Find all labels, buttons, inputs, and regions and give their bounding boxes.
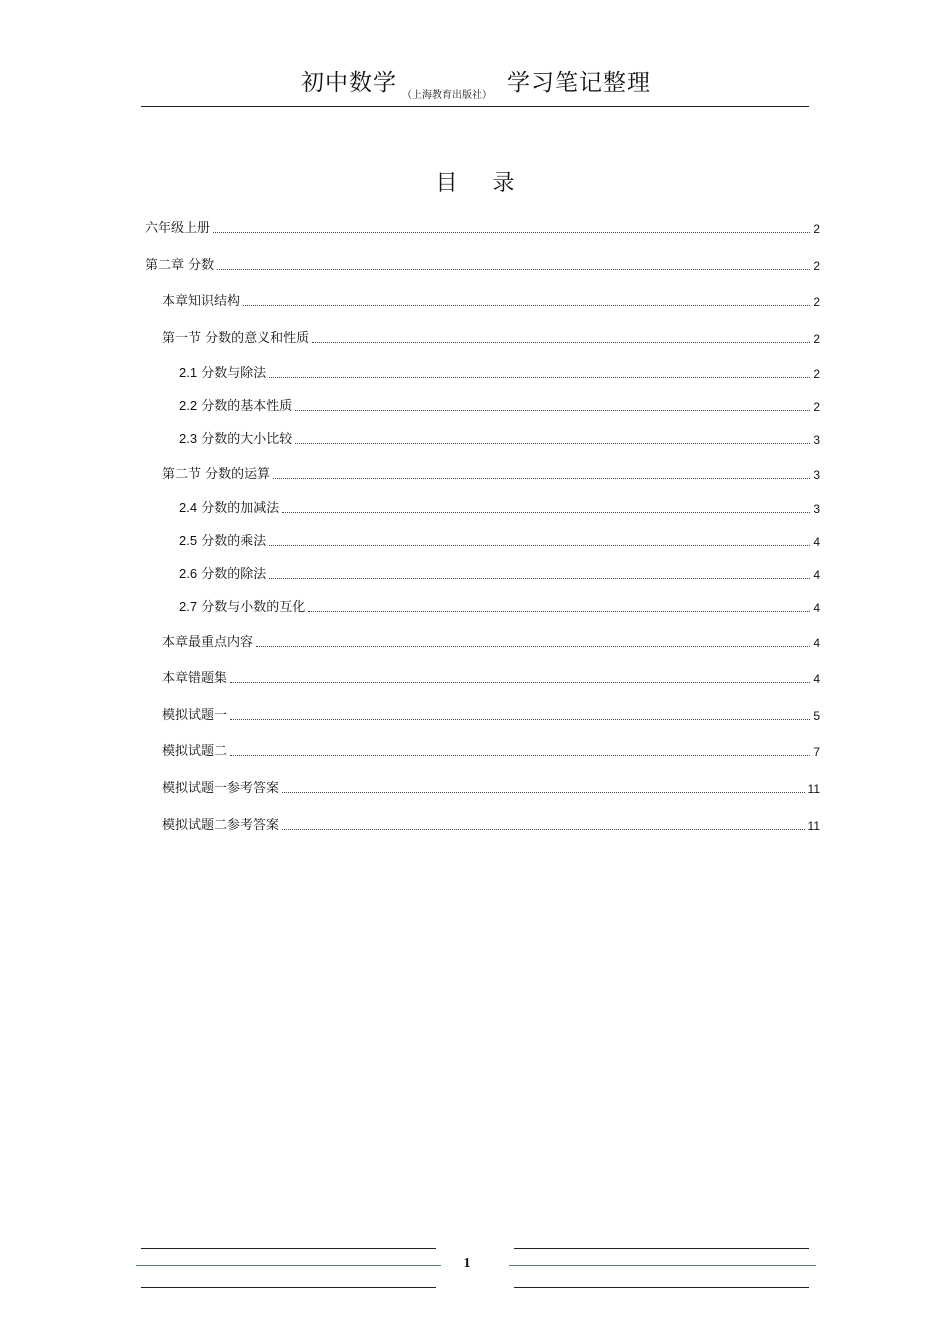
toc-dot-leader <box>243 305 810 306</box>
toc-entry-label <box>179 598 305 617</box>
toc-dot-leader <box>312 342 810 343</box>
toc-dot-leader <box>282 829 805 830</box>
toc-entry-label <box>179 397 292 416</box>
toc-entry-text: 第二章 分数 <box>145 258 215 273</box>
toc-dot-leader <box>282 792 805 793</box>
toc-entry[interactable] <box>145 220 820 238</box>
toc-dot-leader <box>230 755 810 756</box>
toc-entry-page: 11 <box>807 782 820 796</box>
header-notes-title: 学习笔记整理 <box>507 70 651 96</box>
toc-entry[interactable] <box>179 431 820 449</box>
toc-entry[interactable] <box>162 780 820 798</box>
toc-entry[interactable] <box>162 670 820 688</box>
toc-entry-text: 本章错题集 <box>162 671 228 686</box>
toc-dot-leader <box>213 232 810 233</box>
toc-entry-text: 分数的加减法 <box>197 501 280 516</box>
toc-entry-label <box>162 466 270 484</box>
toc-dot-leader <box>256 646 810 647</box>
toc-entry-page: 5 <box>813 709 820 723</box>
toc-entry[interactable] <box>179 500 820 518</box>
footer-rule-right-middle <box>509 1265 816 1266</box>
footer-rule-left-middle <box>136 1265 441 1266</box>
page-number: 1 <box>463 1256 471 1271</box>
toc-entry[interactable] <box>162 707 820 725</box>
toc-dot-leader <box>269 545 810 546</box>
toc-dot-leader <box>295 410 810 411</box>
toc-entry-text: 分数的除法 <box>197 567 267 582</box>
toc-dot-leader <box>282 512 810 513</box>
toc-entry-label <box>162 780 279 798</box>
toc-entry-label <box>162 817 279 835</box>
toc-entry-page: 3 <box>813 468 820 482</box>
toc-entry-page: 4 <box>813 535 820 549</box>
toc-entry-page: 7 <box>813 745 820 759</box>
toc-entry[interactable] <box>162 330 820 348</box>
toc-title: 目 录 <box>435 171 529 196</box>
toc-entry-page: 4 <box>813 672 820 686</box>
toc-entry-page: 2 <box>813 222 820 236</box>
toc-entry-page: 2 <box>813 295 820 309</box>
toc-entry-label <box>179 565 266 584</box>
toc-entry-page: 4 <box>813 601 820 615</box>
toc-entry-label <box>179 364 266 383</box>
toc-dot-leader <box>230 682 810 683</box>
toc-entry-page: 4 <box>813 636 820 650</box>
toc-entry-section-number: 2.1 <box>179 365 198 380</box>
toc-entry-text: 模拟试题一参考答案 <box>162 781 280 796</box>
toc-dot-leader <box>269 377 810 378</box>
toc-entry-text: 模拟试题二参考答案 <box>162 818 280 833</box>
toc-entry-text: 第二节 分数的运算 <box>162 467 271 482</box>
toc-entry[interactable] <box>145 257 820 275</box>
footer-rule-right-bottom <box>514 1287 809 1288</box>
toc-entry-page: 2 <box>813 259 820 273</box>
toc-entry-page: 2 <box>813 400 820 414</box>
toc-dot-leader <box>269 578 810 579</box>
toc-entry-label <box>145 257 214 275</box>
toc-entry-text: 本章最重点内容 <box>162 635 254 650</box>
toc-entry[interactable] <box>179 599 820 617</box>
toc-entry-text: 本章知识结构 <box>162 294 241 309</box>
toc-dot-leader <box>273 478 810 479</box>
toc-dot-leader <box>308 611 810 612</box>
toc-entry-section-number: 2.5 <box>179 533 198 548</box>
toc-entry-text: 分数与小数的互化 <box>197 600 306 615</box>
toc-entry-text: 模拟试题一 <box>162 708 228 723</box>
toc-entry-label <box>179 430 292 449</box>
toc-dot-leader <box>230 719 810 720</box>
toc-entry-page: 3 <box>813 433 820 447</box>
toc-entry[interactable] <box>162 634 820 652</box>
toc-entry[interactable] <box>179 398 820 416</box>
toc-entry-text: 分数的大小比较 <box>197 432 293 447</box>
header-subject-title: 初中数学 <box>301 70 397 96</box>
toc-entry-section-number: 2.6 <box>179 566 198 581</box>
toc-entry-label <box>162 707 227 725</box>
footer-rule-right-top <box>514 1248 809 1249</box>
toc-entry[interactable] <box>162 293 820 311</box>
toc-entry-text: 分数与除法 <box>197 366 267 381</box>
toc-entry[interactable] <box>162 817 820 835</box>
header-publisher: （上海教育出版社） <box>402 90 492 101</box>
toc-entry[interactable] <box>179 365 820 383</box>
toc-entry-page: 2 <box>813 367 820 381</box>
toc-entry-section-number: 2.3 <box>179 431 198 446</box>
toc-entry[interactable] <box>179 533 820 551</box>
toc-entry-label <box>145 220 210 238</box>
toc-entry-label <box>162 634 253 652</box>
toc-dot-leader <box>295 443 810 444</box>
toc-entry-section-number: 2.4 <box>179 500 198 515</box>
toc-entry-label <box>162 670 227 688</box>
toc-entry-page: 2 <box>813 332 820 346</box>
footer-rule-left-bottom <box>141 1287 436 1288</box>
toc-entry-section-number: 2.2 <box>179 398 198 413</box>
toc-entry-label <box>162 743 227 761</box>
toc-dot-leader <box>217 269 810 270</box>
toc-entry[interactable] <box>162 743 820 761</box>
toc-entry-text: 模拟试题二 <box>162 744 228 759</box>
toc-entry[interactable] <box>162 466 820 484</box>
toc-entry-label <box>162 293 240 311</box>
toc-entry-text: 六年级上册 <box>145 221 211 236</box>
toc-entry-text: 分数的基本性质 <box>197 399 293 414</box>
toc-entry-page: 3 <box>813 502 820 516</box>
toc-entry-text: 分数的乘法 <box>197 534 267 549</box>
toc-entry-text: 第一节 分数的意义和性质 <box>162 331 310 346</box>
toc-entry-page: 11 <box>807 819 820 833</box>
toc-entry[interactable] <box>179 566 820 584</box>
toc-entry-label <box>179 499 279 518</box>
footer-rule-left-top <box>141 1248 436 1249</box>
toc-entry-page: 4 <box>813 568 820 582</box>
toc-entry-label <box>162 330 309 348</box>
toc-entry-section-number: 2.7 <box>179 599 198 614</box>
toc-entry-label <box>179 532 266 551</box>
